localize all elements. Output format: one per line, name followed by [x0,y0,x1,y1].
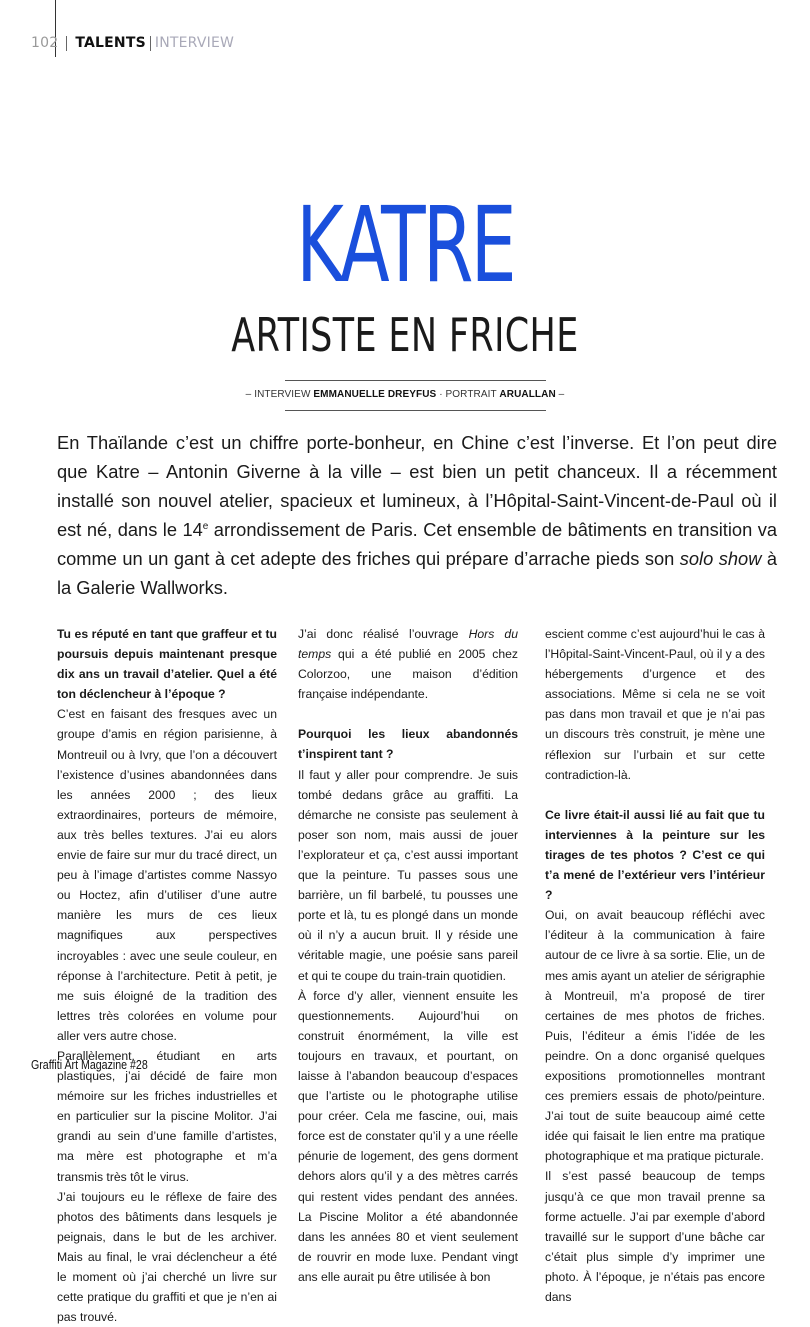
interview-label: INTERVIEW [254,389,311,400]
column-1 [57,624,277,1327]
portrait-label: PORTRAIT [445,389,497,400]
answer-2-continued: escient comme c’est aujourd’hui le cas à l’Hôpital-Saint-Vincent-Paul, où il y a des hébergements d’urgence et des associations. Même si cela ne se voit pas dans mon travail et que je n’ai pas un discours très construit, je mène une réflexion sur l’urbain et sur cette contradiction-là. [545,627,765,782]
header-divider-2 [150,36,151,51]
lead-superscript: e [202,520,209,532]
magazine-footer: Graffiti Art Magazine #28 [31,1058,148,1072]
answer-1-continued-text-b: qui a été publié en 2005 chez Colorzoo, une maison d’édition française indépendante. [298,647,518,702]
lead-text-1: En Thaïlande c’est un chiffre porte-bonheur, en Chine c’est l’inverse. Et l’on peut dire que Katre – Antonin Giverne à la ville – est bien un petit chanceux. Il a récemment installé son nouvel atelier, spacieux et lumineux, à l’Hôpital-Saint-Vincent-de-Paul où il est né, dans le 14 [57,432,777,540]
lead-italic: solo show [679,548,762,569]
credits-top-rule [285,380,546,381]
paragraph-gap [298,704,518,724]
answer-2-paragraph-2: À force d’y aller, viennent ensuite les questionnements. Aujourd’hui on construit énormément, la ville est toujours en travaux, et pourtant, on laisse à l’abandon beaucoup d’espaces que l’artiste ou le photographe utilise pour créer. Cela me fascine, oui, mais force est de constater qu’il y a une réelle pénurie de logement, des gens dorment dehors alors qu’il y a des mètres carrés qui restent vides pendant des années. La Piscine Molitor a été abandonnée dans les années 80 et vient seulement de rouvrir en mode luxe. Pendant vingt ans elle aurait pu être utilisée à bon [298,988,518,1284]
lead-text-2: arrondissement de Paris. Cet ensemble de bâtiments en transition va comme un un gant à cet adepte des friches qui prépare d’arrache pieds son [57,519,777,569]
lead-text-3: à la Galerie Wallworks. [57,548,777,598]
subsection-label: INTERVIEW [154,35,235,51]
article-title: KATRE [296,184,514,306]
page-number: 102 [31,35,59,51]
credits-separator: · [439,389,443,400]
credits-dash-right: – [558,389,565,400]
running-header [31,33,234,53]
answer-2-paragraph-1: Il faut y aller pour comprendre. Je suis tombé dedans grâce au graffiti. La démarche ne consiste pas seulement à poser son nom, mais aussi de jouer l’explorateur et ça, c’est aussi important que la peinture. Tu passes sous une barrière, un fil barbelé, tu pousses une porte et là, tu es plongé dans un monde où il n’y a aucun bruit. Il y réside une véritable magie, une poésie sans pareil et qui te coupe du train-train quotidien. [298,767,518,983]
answer-3-paragraph-1: Oui, on avait beaucoup réfléchi avec l’éditeur à la communication à faire autour de ce livre à sa sortie. Elie, un de mes amis ayant un atelier de sérigraphie à Montreuil, m’a proposé de tirer certaines de mes photos de friches. Puis, l’éditeur a émis l’idée de les peindre. On a donc organisé quelques expositions promotionnelles montrant ces premiers essais de photo/peinture. J’ai tout de suite beaucoup aimé cette idée qui faisait le lien entre ma pratique photographique et ma pratique picturale. [545,908,765,1164]
question-2: Pourquoi les lieux abandonnés t’inspirent tant ? [298,727,518,762]
credits-dash-left: – [245,389,252,400]
interviewer-name: EMMANUELLE DREYFUS [313,389,437,400]
article-subtitle: ARTISTE EN FRICHE [231,308,579,362]
question-1: Tu es réputé en tant que graffeur et tu poursuis depuis maintenant presque dix ans un travail d’atelier. Quel a été ton déclencheur à l’époque ? [57,627,277,702]
column-3 [545,624,765,1307]
section-label: TALENTS [75,35,146,51]
answer-3-paragraph-2: Il s’est passé beaucoup de temps jusqu’à ce que mon travail prenne sa forme actuelle. J’ai par exemple d’abord travaillé sur le support d’une bâche car c’était plus simple d’y imprimer une photo. À l’époque, je n’étais pas encore dans [545,1169,765,1304]
question-3: Ce livre était-il aussi lié au fait que tu interviennes à la peinture sur les tirages de tes photos ? C’est ce qui t’a mené de l’extérieur vers l’intérieur ? [545,807,765,903]
answer-1-continued-text-a: J’ai donc réalisé l’ouvrage [298,627,469,641]
credits-bottom-rule [285,410,546,411]
paragraph-gap-2 [545,785,765,805]
book-title: Hors du temps [298,627,518,662]
answer-1-paragraph-3: J’ai toujours eu le réflexe de faire des photos des bâtiments dans lesquels je peignais, dans le but de les archiver. Mais au final, le vrai déclencheur a été le moment où j’ai cherché un livre sur cette pratique du graffiti et que je n’en ai pas trouvé. [57,1189,277,1325]
answer-1-paragraph-2: Parallèlement, étudiant en arts plastiques, j’ai décidé de faire mon mémoire sur les friches industrielles et en particulier sur la piscine Molitor. J’ai grandi au sein d’une famille d’artistes, ma mère est photographe et m’a transmis très tôt le virus. [57,1048,277,1184]
answer-1-continued [298,624,518,704]
article-credits [0,389,810,400]
column-2 [298,624,518,1287]
answer-1-paragraph-1: C’est en faisant des fresques avec un groupe d’amis en région parisienne, à Montreuil ou à Ivry, que l’on a découvert l’existence d’usines abandonnées dans les années 2000 ; des lieux extraordinaires, porteurs de mémoire, aux très belles textures. J’ai eu alors envie de faire sur mur du tracé direct, un peu à l’image d’artistes comme Nassyo ou Hoctez, afin d’utiliser d’une autre manière les murs de ces lieux magnifiques aux perspectives incroyables : avec une seule couleur, en réponse à l’architecture. Petit à petit, je me suis éloigné de la tradition des lettres très colorées en volume pour aller vers autre chose. [57,707,277,1043]
photographer-name: ARUALLAN [499,389,556,400]
lead-paragraph [57,428,777,602]
header-divider [66,36,67,51]
